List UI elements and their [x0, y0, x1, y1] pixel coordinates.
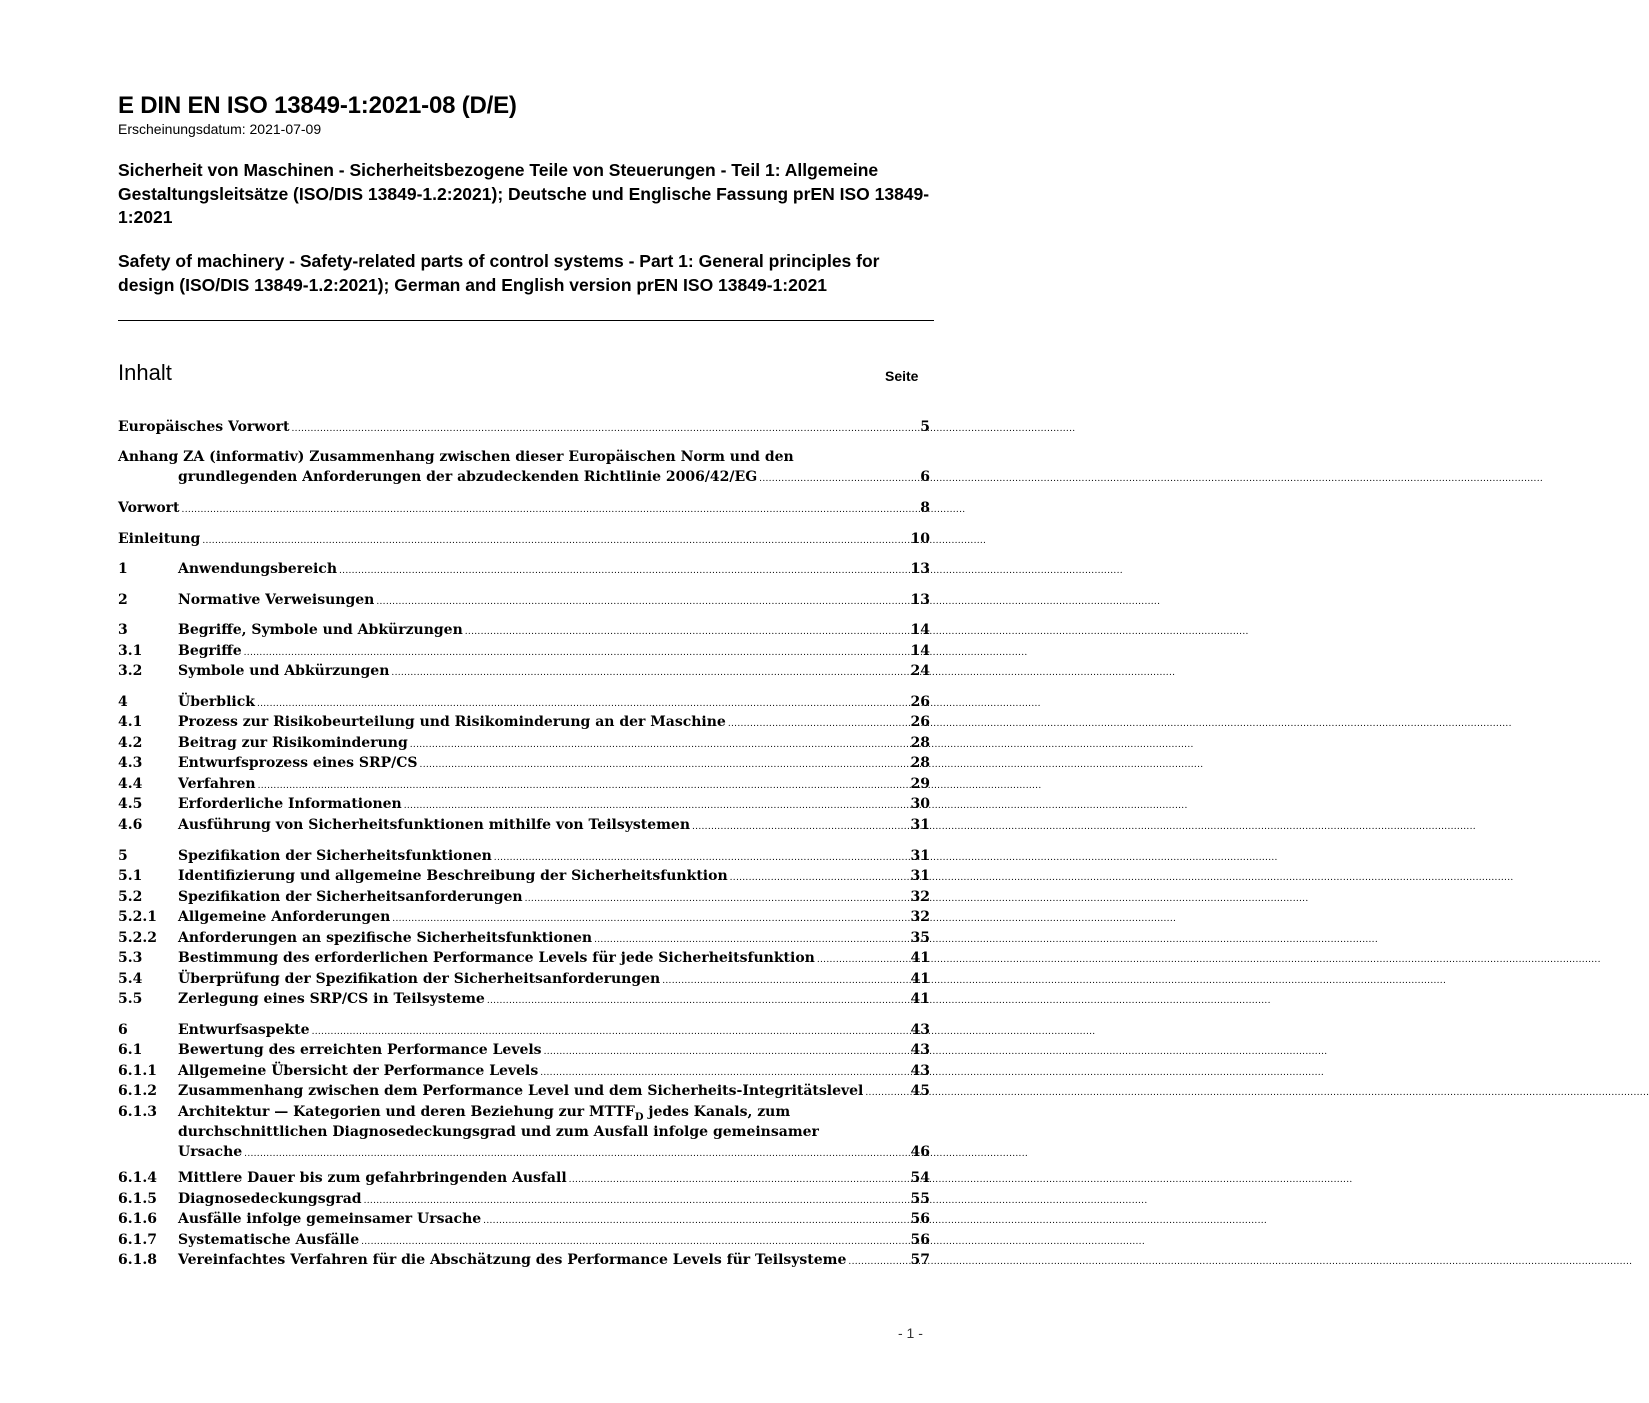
toc-entry-page: 31: [910, 868, 930, 884]
toc-entry-page: 45: [910, 1083, 930, 1099]
toc-leader-dots: [487, 989, 909, 1011]
toc-entry-page: 55: [910, 1191, 930, 1207]
toc-entry-page: 24: [910, 663, 930, 679]
toc-entry[interactable]: [118, 1189, 930, 1209]
toc-leader-dots: [594, 928, 908, 950]
toc-entry-number: 6.1.6: [118, 1211, 157, 1227]
toc-entry-page: 31: [910, 848, 930, 864]
table-of-contents: [118, 0, 930, 1403]
toc-entry-title: Vereinfachtes Verfahren für die Abschätzung des Performance Levels für Teilsysteme: [178, 1252, 847, 1268]
toc-entry-number: 5.3: [118, 950, 143, 966]
toc-entry-row: [118, 590, 930, 610]
toc-entry[interactable]: [118, 661, 930, 681]
toc-leader-dots: [483, 1209, 908, 1231]
toc-entry-number: 4.1: [118, 714, 143, 730]
toc-leader-dots: [410, 733, 909, 755]
toc-entry-number: 6.1.8: [118, 1252, 157, 1268]
toc-entry-title: Mittlere Dauer bis zum gefahrbringenden Ausfall: [178, 1170, 567, 1186]
toc-entry-row: [118, 559, 930, 579]
toc-entry-number: 4.3: [118, 755, 143, 771]
toc-entry-page: 28: [910, 735, 930, 751]
toc-entry-page: 56: [910, 1211, 930, 1227]
toc-entry-number: 5.2.2: [118, 930, 157, 946]
toc-leader-dots: [376, 590, 908, 612]
toc-entry-page: 35: [910, 930, 930, 946]
toc-entry[interactable]: [118, 641, 930, 661]
toc-entry[interactable]: [118, 907, 930, 927]
toc-leader-dots: [692, 815, 909, 837]
toc-entry-title: Diagnosedeckungsgrad: [178, 1191, 362, 1207]
toc-entry-row: [118, 1040, 930, 1060]
toc-leader-dots: [364, 1189, 909, 1211]
toc-entry-title: Überprüfung der Spezifikation der Sicherheitsanforderungen: [178, 971, 661, 987]
toc-entry[interactable]: [118, 620, 930, 640]
footer-page-number: - 1 -: [898, 1325, 923, 1341]
toc-entry-row: [118, 887, 930, 907]
toc-entry-title: Europäisches Vorwort: [118, 419, 290, 435]
toc-leader-dots: [730, 866, 909, 888]
toc-entry-number: 5.2: [118, 889, 143, 905]
toc-entry-title: Verfahren: [178, 776, 256, 792]
toc-entry-number: 5: [118, 848, 128, 864]
toc-entry-page: 56: [910, 1232, 930, 1248]
toc-entry-page: 13: [910, 592, 930, 608]
toc-entry[interactable]: [118, 498, 930, 518]
toc-entry[interactable]: [118, 866, 930, 886]
toc-entry[interactable]: [118, 1230, 930, 1250]
toc-leader-dots: [544, 1040, 909, 1062]
toc-entry-page: 32: [910, 889, 930, 905]
toc-leader-dots: [244, 641, 909, 663]
toc-entry-row: [118, 733, 930, 753]
toc-entry-number: 5.1: [118, 868, 143, 884]
toc-entry-title: Spezifikation der Sicherheitsfunktionen: [178, 848, 492, 864]
toc-leader-dots: [391, 661, 908, 683]
toc-entry[interactable]: [118, 887, 930, 907]
toc-entry[interactable]: [118, 774, 930, 794]
toc-entry-title-line: Architektur — Kategorien und deren Beziehung zur $MTTF_D$ jedes Kanals, zum: [178, 1104, 791, 1123]
toc-entry-title: Zusammenhang zwischen dem Performance Level und dem Sicherheits-Integritätslevel: [178, 1083, 864, 1099]
toc-entry[interactable]: [118, 1168, 930, 1188]
toc-entry[interactable]: [118, 1081, 930, 1101]
toc-entry-title: Allgemeine Übersicht der Performance Levels: [178, 1063, 539, 1079]
toc-entry[interactable]: [118, 846, 930, 866]
toc-entry-page: 26: [910, 714, 930, 730]
toc-entry-title: Identifizierung und allgemeine Beschreibung der Sicherheitsfunktion: [178, 868, 728, 884]
toc-entry-title: Normative Verweisungen: [178, 592, 375, 608]
toc-leader-dots: [258, 774, 909, 796]
toc-leader-dots: [182, 498, 919, 520]
toc-entry-number: 6: [118, 1022, 128, 1038]
toc-entry-title: Spezifikation der Sicherheitsanforderungen: [178, 889, 523, 905]
toc-entry-row: [118, 1142, 930, 1162]
toc-entry-row: [118, 1061, 930, 1081]
toc-entry-row: [118, 1081, 930, 1101]
toc-entry-page: 41: [910, 950, 930, 966]
toc-entry-title: Ursache: [178, 1144, 243, 1160]
toc-entry-title: Beitrag zur Risikominderung: [178, 735, 408, 751]
toc-entry-row: [118, 866, 930, 886]
toc-entry-title: grundlegenden Anforderungen der abzudeckenden Richtlinie 2006/42/EG: [178, 469, 758, 485]
toc-entry[interactable]: [118, 559, 930, 579]
toc-entry-title: Entwurfsaspekte: [178, 1022, 310, 1038]
toc-entry-number: 6.1.2: [118, 1083, 157, 1099]
toc-entry[interactable]: [118, 794, 930, 814]
toc-entry-title: Entwurfsprozess eines SRP/CS: [178, 755, 418, 771]
toc-leader-dots: [465, 620, 909, 642]
toc-entry-title: Begriffe, Symbole und Abkürzungen: [178, 622, 463, 638]
toc-leader-dots: [292, 417, 919, 439]
toc-entry-title: Symbole und Abkürzungen: [178, 663, 390, 679]
toc-entry-number: 5.2.1: [118, 909, 157, 925]
toc-leader-dots: [728, 712, 909, 734]
toc-leader-dots: [848, 1250, 908, 1272]
toc-entry-row: [118, 1230, 930, 1250]
toc-entry-row: [118, 753, 930, 773]
toc-entry-page: 41: [910, 991, 930, 1007]
toc-entry[interactable]: [118, 815, 930, 835]
toc-entry-row: [118, 529, 930, 549]
toc-entry-title: Vorwort: [118, 500, 180, 516]
toc-entry-page: 26: [910, 694, 930, 710]
toc-entry-page: 8: [920, 500, 930, 516]
toc-entry-row: [118, 467, 930, 487]
toc-leader-dots: [662, 969, 908, 991]
toc-page-column-label: Seite: [885, 368, 919, 384]
toc-entry-number: 3.2: [118, 663, 143, 679]
toc-entry[interactable]: [118, 1061, 930, 1081]
toc-entry-page: 32: [910, 909, 930, 925]
title-english: Safety of machinery - Safety-related parts of control systems - Part 1: General principles for design (ISO/DIS 13849-1.2:2021); German and English version prEN ISO 13849-1:2021: [118, 251, 880, 295]
toc-entry-title: Begriffe: [178, 643, 242, 659]
toc-leader-dots: [312, 1020, 909, 1042]
toc-entry[interactable]: [118, 590, 930, 610]
toc-entry-page: 30: [910, 796, 930, 812]
toc-entry-page: 14: [910, 643, 930, 659]
toc-entry-page: 29: [910, 776, 930, 792]
toc-entry[interactable]: [118, 733, 930, 753]
toc-leader-dots: [244, 1142, 908, 1164]
toc-entry-row: [118, 1189, 930, 1209]
toc-entry-title: Ausfälle infolge gemeinsamer Ursache: [178, 1211, 482, 1227]
toc-entry-number: 4: [118, 694, 128, 710]
toc-leader-dots: [569, 1168, 909, 1190]
toc-leader-dots: [420, 753, 909, 775]
toc-entry-number: 6.1.1: [118, 1063, 157, 1079]
toc-entry[interactable]: [118, 529, 930, 549]
toc-entry-title: Überblick: [178, 694, 255, 710]
toc-entry-title: Allgemeine Anforderungen: [178, 909, 391, 925]
toc-entry-number: 3: [118, 622, 128, 638]
toc-entry[interactable]: [118, 1250, 930, 1270]
document-title: E DIN EN ISO 13849-1:2021-08 (D/E): [118, 92, 517, 119]
toc-entry-number: 3.1: [118, 643, 143, 659]
toc-entry-number: 6.1.7: [118, 1232, 157, 1248]
toc-entry-title: Anwendungsbereich: [178, 561, 337, 577]
toc-leader-dots: [392, 907, 908, 929]
toc-entry-row: [118, 1168, 930, 1188]
toc-leader-dots: [525, 887, 909, 909]
toc-leader-dots: [361, 1230, 908, 1252]
toc-entry-row: [118, 928, 930, 948]
toc-entry-row: [118, 498, 930, 518]
toc-entry-row: [118, 969, 930, 989]
toc-entry-number: 6.1.4: [118, 1170, 157, 1186]
toc-entry-page: 6: [920, 469, 930, 485]
toc-entry-row: [118, 989, 930, 1009]
toc-entry-title: Einleitung: [118, 531, 201, 547]
toc-entry-row: [118, 1020, 930, 1040]
toc-entry[interactable]: [118, 1102, 930, 1162]
toc-entry[interactable]: [118, 1209, 930, 1229]
toc-entry-title: Prozess zur Risikobeurteilung und Risikominderung an der Maschine: [178, 714, 726, 730]
toc-entry-number: 4.4: [118, 776, 143, 792]
toc-entry-page: 31: [910, 817, 930, 833]
toc-entry-page: 10: [910, 531, 930, 547]
toc-entry-number: 6.1.3: [118, 1104, 157, 1120]
toc-entry[interactable]: [118, 1020, 930, 1040]
toc-entry-number: 4.2: [118, 735, 143, 751]
toc-entry-row: [118, 794, 930, 814]
toc-entry-page: 14: [910, 622, 930, 638]
toc-entry-page: 43: [910, 1022, 930, 1038]
toc-entry[interactable]: [118, 989, 930, 1009]
toc-entry-page: 43: [910, 1042, 930, 1058]
toc-entry-page: 57: [910, 1252, 930, 1268]
toc-entry-page: 46: [910, 1144, 930, 1160]
toc-entry-row: [118, 661, 930, 681]
toc-entry-number: 5.4: [118, 971, 143, 987]
toc-entry-row: [118, 1209, 930, 1229]
toc-entry-number: 4.6: [118, 817, 143, 833]
toc-leader-dots: [759, 467, 918, 489]
toc-leader-dots: [494, 846, 909, 868]
toc-entry-title: Systematische Ausfälle: [178, 1232, 360, 1248]
title-german: Sicherheit von Maschinen - Sicherheitsbezogene Teile von Steuerungen - Teil 1: Allgemeine Gestaltungsleitsätze (ISO/DIS 13849-1.2:2021); Deutsche und Englische Fassung prEN ISO 13849-1:2021: [118, 160, 930, 227]
toc-leader-dots: [865, 1081, 908, 1103]
toc-entry-title: Anforderungen an spezifische Sicherheitsfunktionen: [178, 930, 593, 946]
toc-entry-title: Bewertung des erreichten Performance Levels: [178, 1042, 542, 1058]
toc-entry-page: 28: [910, 755, 930, 771]
toc-entry-page: 5: [920, 419, 930, 435]
toc-entry-row: [118, 907, 930, 927]
toc-entry-title: Zerlegung eines SRP/CS in Teilsysteme: [178, 991, 485, 1007]
toc-entry-row: [118, 620, 930, 640]
toc-entry-page: 43: [910, 1063, 930, 1079]
toc-entry-row: [118, 417, 930, 437]
toc-entry-number: 4.5: [118, 796, 143, 812]
toc-entry-row: [118, 641, 930, 661]
publication-date: Erscheinungsdatum: 2021-07-09: [118, 121, 322, 137]
toc-entry-number: 6.1: [118, 1042, 143, 1058]
toc-entry-title-line: Anhang ZA (informativ) Zusammenhang zwischen dieser Europäischen Norm und den: [118, 449, 794, 465]
toc-entry-row: [118, 846, 930, 866]
toc-entry[interactable]: [118, 948, 930, 968]
toc-entry-title-line: [118, 1102, 930, 1122]
toc-entry-number: 1: [118, 561, 128, 577]
toc-leader-dots: [257, 692, 909, 714]
toc-entry-row: [118, 948, 930, 968]
toc-entry-number: 5.5: [118, 991, 143, 1007]
toc-leader-dots: [817, 948, 909, 970]
toc-heading: Inhalt: [118, 360, 172, 385]
toc-entry[interactable]: [118, 417, 930, 437]
toc-entry-number: 6.1.5: [118, 1191, 157, 1207]
toc-entry-row: [118, 692, 930, 712]
toc-leader-dots: [540, 1061, 908, 1083]
toc-entry-page: 54: [910, 1170, 930, 1186]
toc-entry-row: [118, 1250, 930, 1270]
toc-entry[interactable]: [118, 753, 930, 773]
toc-entry-row: [118, 712, 930, 732]
toc-entry[interactable]: [118, 692, 930, 712]
toc-entry-row: [118, 774, 930, 794]
toc-leader-dots: [202, 529, 908, 551]
toc-entry-row: [118, 815, 930, 835]
toc-entry-page: 41: [910, 971, 930, 987]
toc-leader-dots: [339, 559, 909, 581]
toc-entry-title-line: durchschnittlichen Diagnosedeckungsgrad und zum Ausfall infolge gemeinsamer: [178, 1124, 819, 1140]
toc-entry[interactable]: [118, 1040, 930, 1060]
toc-entry-number: 2: [118, 592, 128, 608]
toc-entry-page: 13: [910, 561, 930, 577]
toc-entry[interactable]: [118, 447, 930, 487]
toc-entry-title: Erforderliche Informationen: [178, 796, 402, 812]
toc-entry[interactable]: [118, 712, 930, 732]
toc-entry-title: Ausführung von Sicherheitsfunktionen mithilfe von Teilsystemen: [178, 817, 691, 833]
toc-entry-title: Bestimmung des erforderlichen Performance Levels für jede Sicherheitsfunktion: [178, 950, 815, 966]
toc-entry[interactable]: [118, 928, 930, 948]
toc-entry[interactable]: [118, 969, 930, 989]
toc-leader-dots: [404, 794, 909, 816]
